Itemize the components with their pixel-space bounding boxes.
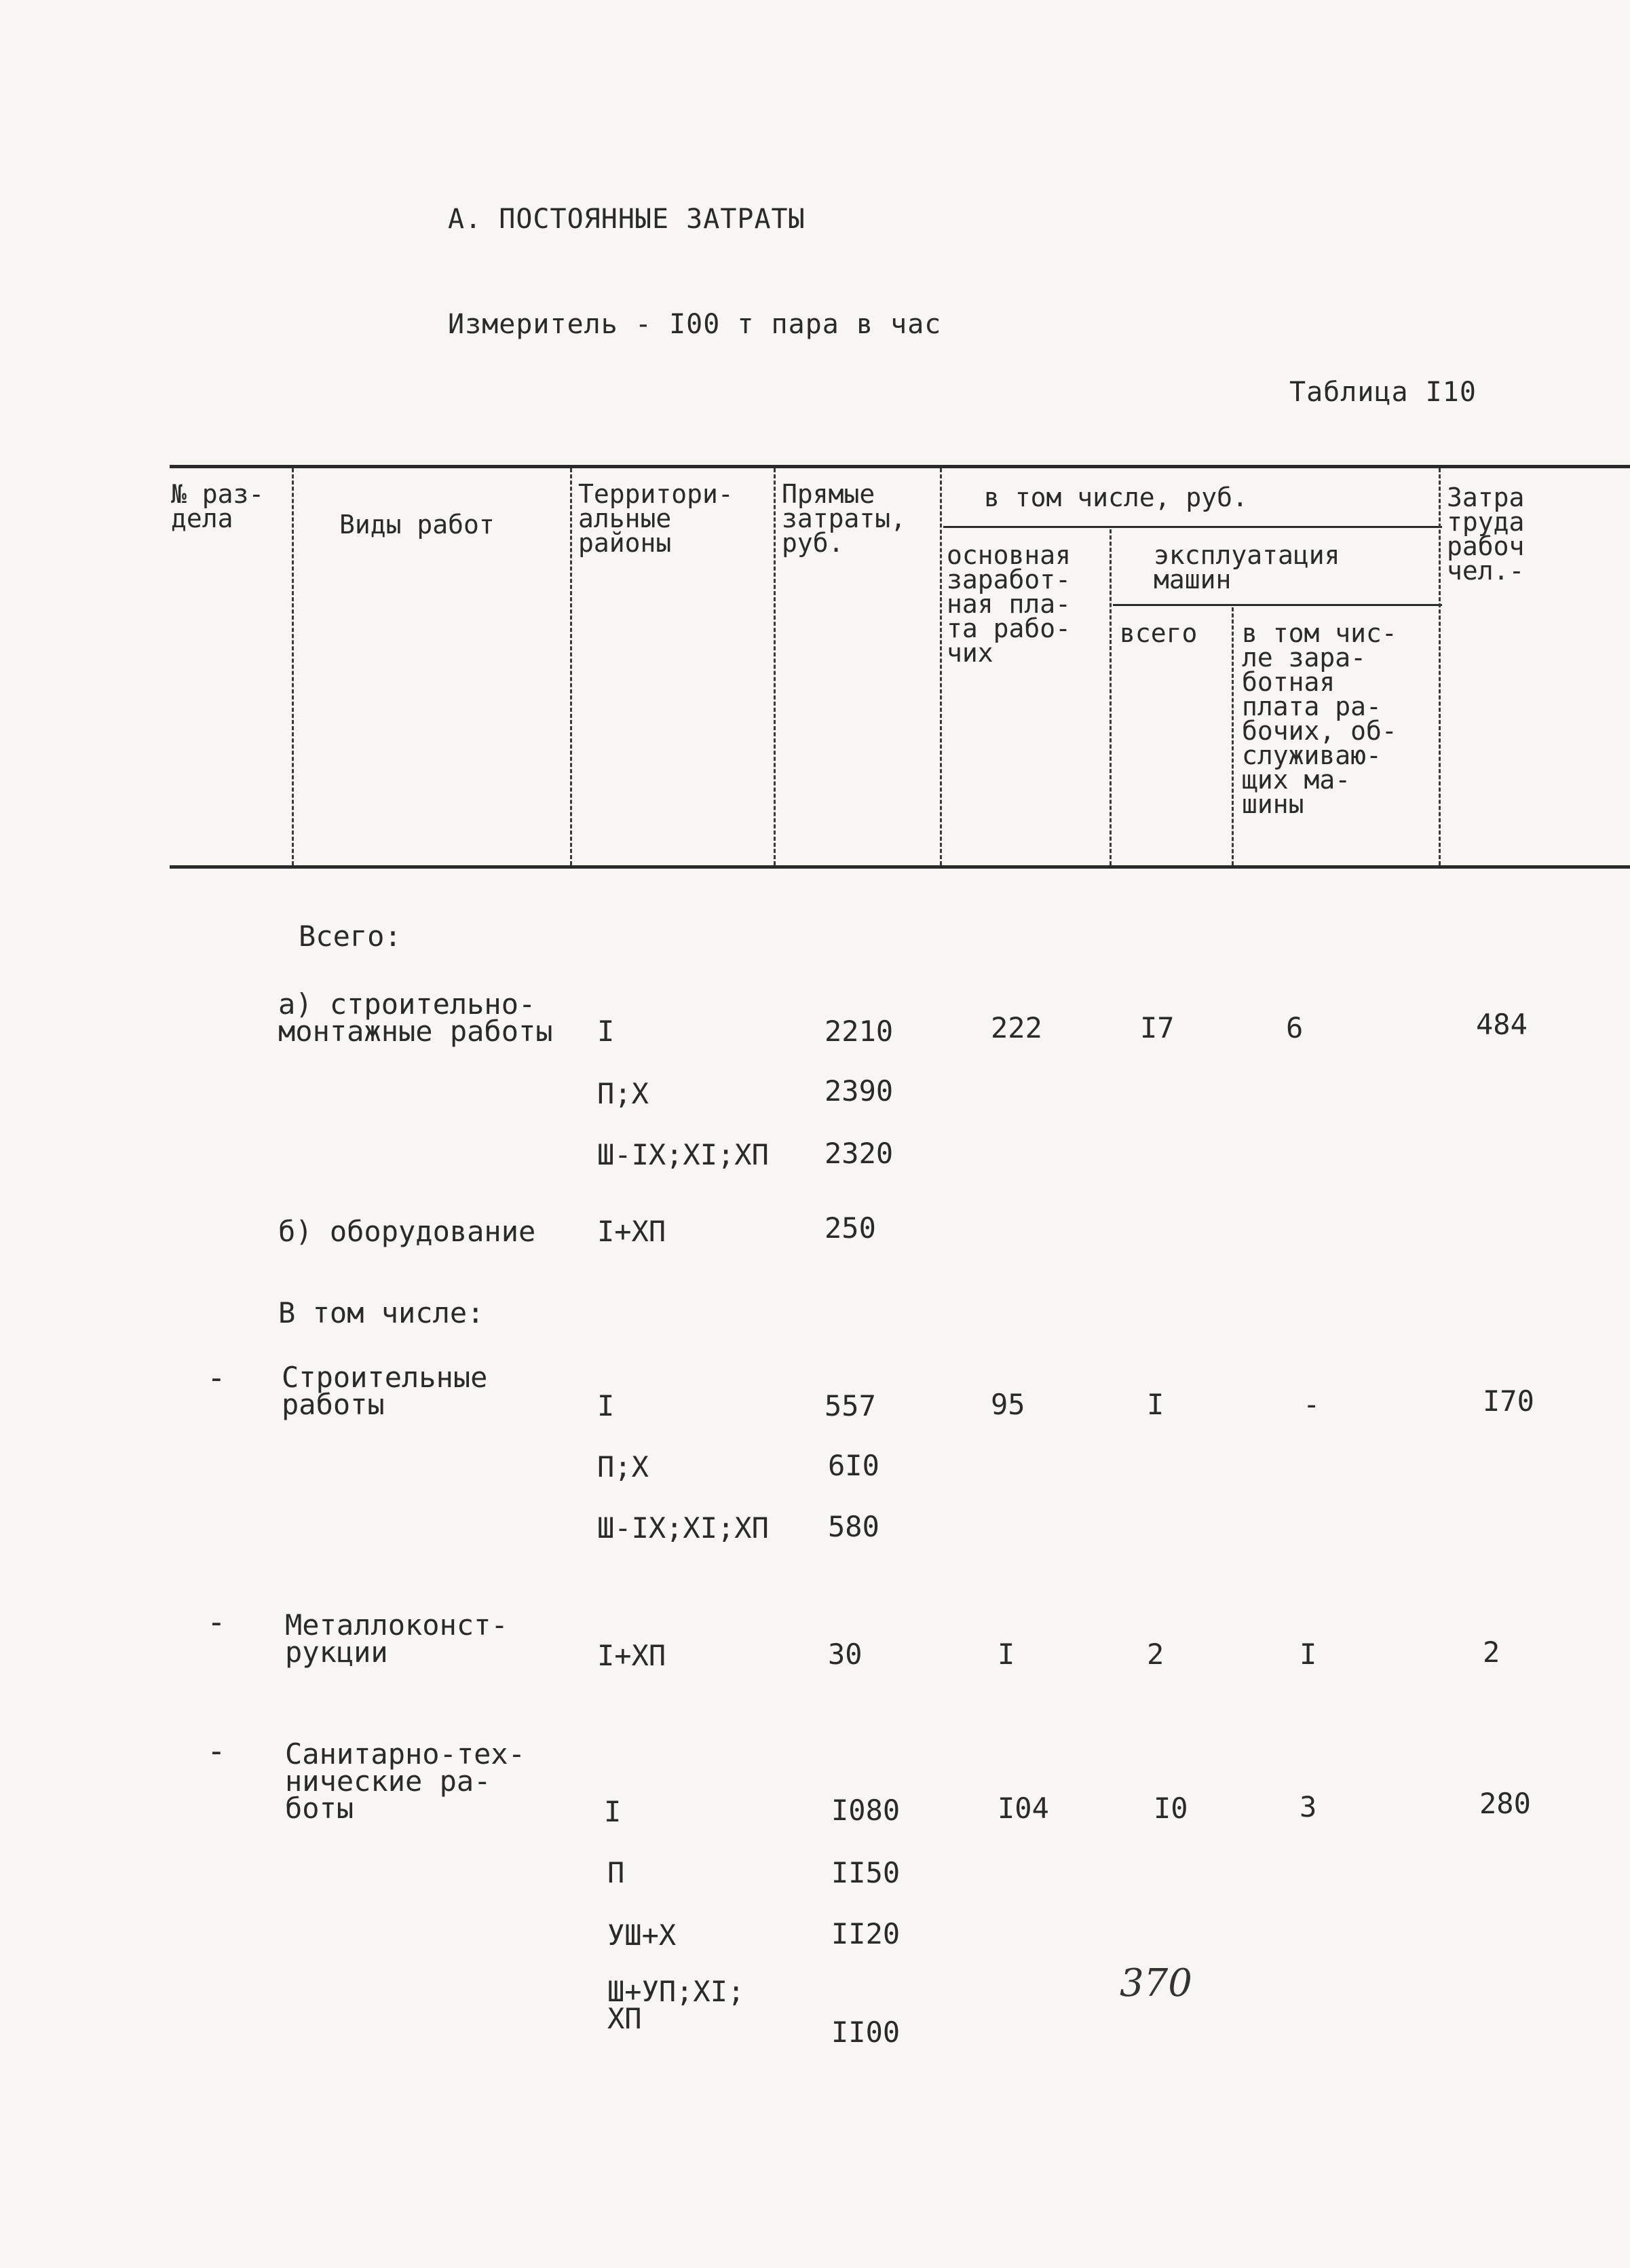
cell-direct: 6I0 bbox=[828, 1449, 879, 1482]
col-divider bbox=[1439, 468, 1441, 865]
group-label: Строительные работы bbox=[282, 1361, 488, 1421]
col-divider bbox=[1110, 529, 1112, 865]
header-regions: Территори- альные районы bbox=[578, 479, 734, 558]
cell-labor: 280 bbox=[1479, 1787, 1531, 1820]
col-divider bbox=[292, 468, 294, 865]
header-machine-operation: эксплуатация машин bbox=[1154, 540, 1340, 594]
header-section-no: № раз- дела bbox=[171, 479, 265, 533]
cell-labor: 484 bbox=[1476, 1008, 1528, 1041]
cell-wages: I04 bbox=[998, 1792, 1049, 1825]
header-bottom-rule bbox=[170, 865, 1630, 869]
cell-labor: 2 bbox=[1483, 1636, 1500, 1669]
including-rule bbox=[943, 526, 1442, 528]
page-number: 370 bbox=[1120, 1961, 1192, 2005]
cell-direct: 30 bbox=[828, 1638, 863, 1671]
group-label: б) оборудование bbox=[278, 1215, 536, 1248]
cell-direct: 2320 bbox=[825, 1137, 894, 1170]
total-label: Всего: bbox=[299, 920, 402, 953]
header-base-wages: основная заработ- ная пла- та рабо- чих bbox=[947, 540, 1072, 668]
cell-machine: I7 bbox=[1140, 1011, 1175, 1044]
cell-direct: 580 bbox=[828, 1510, 879, 1543]
cell-machine-wages: 6 bbox=[1286, 1011, 1304, 1044]
col-divider bbox=[774, 468, 776, 865]
cell-machine: 2 bbox=[1147, 1638, 1164, 1671]
cell-region: Ш-IХ;ХI;ХП bbox=[597, 1511, 769, 1545]
including-label: В том числе: bbox=[278, 1296, 485, 1329]
cell-region: Ш-IХ;ХI;ХП bbox=[597, 1138, 769, 1171]
header-labor: Затра труда рабоч чел.- bbox=[1447, 483, 1525, 586]
header-direct-costs: Прямые затраты, руб. bbox=[782, 479, 907, 558]
header-machine-total: всего bbox=[1120, 618, 1198, 648]
cell-direct: 557 bbox=[825, 1389, 876, 1422]
machine-rule bbox=[1113, 604, 1442, 606]
header-work-type: Виды работ bbox=[339, 510, 495, 540]
cell-wages: I bbox=[998, 1638, 1015, 1671]
group-label: Металлоконст- рукции bbox=[285, 1608, 508, 1669]
cell-region: Ш+УП;ХI; ХП bbox=[607, 1975, 745, 2035]
group-label: Санитарно-тех- нические ра- боты bbox=[285, 1737, 526, 1825]
cell-region: УШ+Х bbox=[607, 1919, 677, 1952]
col-divider bbox=[570, 468, 572, 865]
cell-machine-wages: I bbox=[1300, 1638, 1317, 1671]
cell-machine: I bbox=[1147, 1388, 1164, 1421]
cell-wages: 95 bbox=[991, 1388, 1025, 1421]
cell-direct: II00 bbox=[831, 2016, 901, 2049]
dash-marker: - bbox=[207, 1604, 226, 1640]
group-label: а) строительно- монтажные работы bbox=[278, 987, 553, 1048]
unit-of-measure: Измеритель - I00 т пара в час bbox=[448, 309, 942, 340]
cell-region: I bbox=[597, 1389, 615, 1422]
cell-machine-wages: 3 bbox=[1300, 1790, 1317, 1823]
cell-direct: I080 bbox=[831, 1794, 901, 1827]
cell-region: П;Х bbox=[597, 1450, 649, 1483]
dash-marker: - bbox=[207, 1359, 226, 1396]
cell-region: I+ХП bbox=[597, 1215, 666, 1248]
cell-machine: I0 bbox=[1154, 1792, 1188, 1825]
cell-direct: II50 bbox=[831, 1856, 901, 1889]
cell-region: П;Х bbox=[597, 1077, 649, 1110]
header-machine-wages: в том чис- ле зара- ботная плата ра- бочих, об- служиваю- щих ма- шины bbox=[1242, 618, 1397, 819]
cell-direct: II20 bbox=[831, 1917, 901, 1950]
header-including: в том числе, руб. bbox=[984, 483, 1248, 512]
cell-wages: 222 bbox=[991, 1011, 1042, 1044]
cell-region: I bbox=[604, 1795, 622, 1828]
cell-region: I+ХП bbox=[597, 1639, 666, 1672]
cell-region: П bbox=[607, 1856, 625, 1889]
dash-marker: - bbox=[207, 1733, 226, 1769]
table-label: Таблица I10 bbox=[1289, 377, 1477, 408]
cell-region: I bbox=[597, 1015, 615, 1048]
header-top-rule bbox=[170, 465, 1630, 468]
cell-direct: 2210 bbox=[825, 1015, 894, 1048]
col-divider bbox=[940, 468, 942, 865]
col-divider bbox=[1232, 607, 1234, 865]
cell-labor: I70 bbox=[1483, 1384, 1534, 1418]
cell-direct: 2390 bbox=[825, 1074, 894, 1108]
cell-direct: 250 bbox=[825, 1211, 876, 1245]
section-heading: А. ПОСТОЯННЫЕ ЗАТРАТЫ bbox=[448, 204, 805, 235]
cell-machine-wages: - bbox=[1303, 1388, 1321, 1421]
